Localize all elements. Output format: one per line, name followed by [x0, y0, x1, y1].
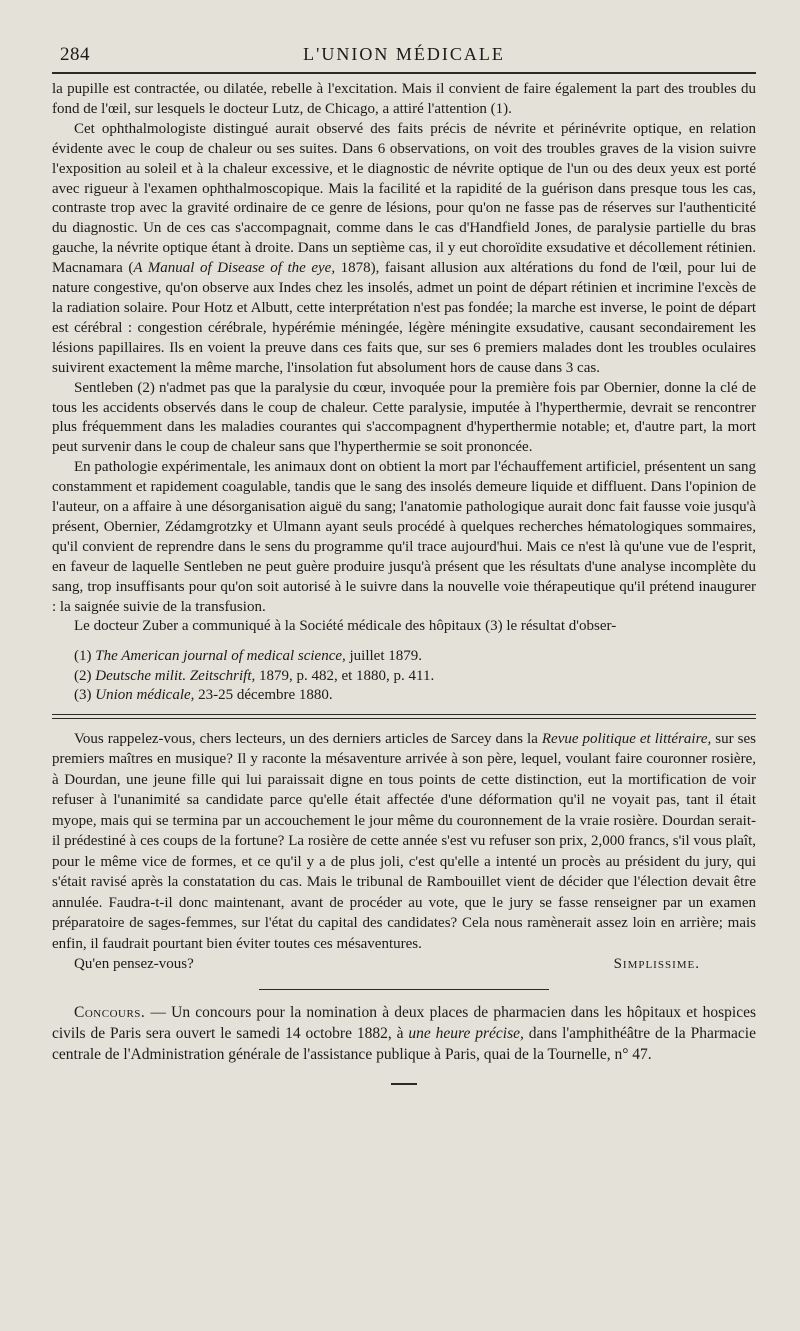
text-run: 1879, p. 482, et 1880, p. 411. — [255, 667, 435, 684]
text-run: — Un concours pour la nomination à deux places de pharmacien dans les hôpitaux et hospices civils de Paris sera ouvert le samedi 14 octobre 1882, à — [52, 1003, 756, 1042]
short-divider — [259, 989, 549, 990]
text-run: Cet ophthalmologiste distingué aurait observé des faits précis de névrite et périnévrite optique, en relation évidente avec le coup de chaleur ou ses suites. Dans 6 observations, on voit des troubles graves de la vision suivre l'exposition au soleil et à la chaleur excessive, et le diagnostic de névrite optique de l'un ou des deux yeux est porté avec rigueur à l'examen ophthalmoscopique. Mais la facilité et la rapidité de la guérison dans presque tous les cas, contraste trop avec la gravité ordinaire de ce genre de lésions, pour qu'on ne fasse pas de réserves sur l'authenticité du diagnostic. Un de ces cas s'accompagnait, comme dans le cas d'Handfield Jones, de paralysie partielle du bras gauche, la névrite optique étant à droite. Dans un septième cas, il y eut choroïdite exsudative et décollement rétinien. Macnamara ( — [52, 120, 756, 277]
concours-paragraph — [52, 1002, 756, 1065]
section-divider — [52, 714, 756, 719]
paragraph — [52, 120, 756, 379]
running-title: L'UNION MÉDICALE — [303, 44, 505, 64]
text-run: En pathologie expérimentale, les animaux dont on obtient la mort par l'échauffement artificiel, présentent un sang constamment et rapidement coagulable, tandis que le sang des insolés demeure liquide et diffluent. Dans l'opinion de l'auteur, on a affaire à une désorganisation aiguë du sang; l'anatomie pathologique aurait donc fait fausse voie jusqu'à présent, Obernier, Zédamgrotzky et Ulmann ayant seuls procédé à quelques recherches hématologiques sommaires, qu'il convient de reprendre dans le sens du programme qu'il trace aujourd'hui. Mais ce n'est là qu'une vue de l'esprit, en faveur de laquelle Sentleben ne peut guère produire jusqu'à présent que les résultats d'une analyse incomplète du sang, trop insuffisants pour qu'on soit autorisé à le suivre dans la nouvelle voie thérapeutique qu'il prétend inaugurer : la saignée suivie de la transfusion. — [52, 459, 756, 615]
end-mark — [391, 1083, 417, 1085]
paragraph — [52, 458, 756, 617]
page-header — [52, 38, 756, 68]
page-number: 284 — [60, 44, 90, 65]
article-closing — [52, 954, 756, 975]
article-paragraph — [52, 729, 756, 955]
text-run: (3) — [74, 687, 96, 704]
italic-text: The American journal of medical science, — [95, 648, 346, 665]
text-run: Sentleben (2) n'admet pas que la paralysie du cœur, invoquée pour la première fois par Obernier, donne la clé de tous les accidents observés dans le coup de chaleur. Cette paralysie, imputée à l'hyperthermie, devrait se rencontrer plus fréquemment dans les maladies courantes qui s'accompagnent d'hyperthermie notable; et, d'autre part, la mort peut survenir dans le coup de chaleur sans que l'hyperthermie se soit prononcée. — [52, 379, 756, 456]
text-run: dans l'amphithéâtre de la Pharmacie centrale de l'Administration générale de l'assistance publique à Paris, quai de la Tournelle, n° 47. — [52, 1024, 756, 1063]
italic-text: Revue politique et littéraire, — [541, 730, 712, 747]
paragraph — [52, 617, 756, 637]
footnotes — [52, 647, 756, 706]
text-run: juillet 1879. — [345, 648, 423, 665]
closing-question: Qu'en pensez-vous? — [74, 956, 194, 973]
header-rule — [52, 72, 756, 74]
text-run: 23-25 décembre 1880. — [194, 687, 333, 704]
text-run: sur ses premiers maîtres en musique? Il y raconte la mésaventure arrivée à son père, lequel, voulant faire couronner rosière, à Dourdan, une jeune fille qui lui paraissait digne en tous points de cette distinction, eut la mortification de voir refuser à l'unanimité sa candidate parce qu'elle était affectée d'une déformation qu'il ne voyait pas, tant il était myope, mais qui se termina par un accouchement le jour même du couronnement de la vraie rosière. Dourdan serait-il prédestiné à ces coups de la fortune? La rosière de cette année s'est vu refuser son prix, 2,000 francs, s'il vous plaît, pour le même vice de formes, et ce qu'il y a de plus joli, c'est qu'elle a intenté un procès au président du jury, qui s'était ravisé après la constatation du cas. Mais le tribunal de Rambouillet vient de décider que l'élection devait être annulée. Faudra-t-il donc maintenant, avant de procéder au vote, que le jury se fasse renseigner par un examen préparatoire de sages-femmes, sur l'état du capital des candidates? Cela nous ramènerait assez loin en arrière; mais enfin, il faudrait pourtant bien éviter toutes ces mésaventures. — [52, 730, 756, 952]
paragraph — [52, 379, 756, 459]
paragraph — [52, 80, 756, 120]
text-run: (1) — [74, 648, 96, 665]
notice-heading: Concours. — [74, 1003, 146, 1021]
text-run: (2) — [74, 667, 96, 684]
italic-text: Union médicale, — [95, 687, 195, 704]
text-run: Le docteur Zuber a communiqué à la Société médicale des hôpitaux (3) le résultat d'obser- — [74, 618, 617, 635]
footnote — [52, 686, 756, 706]
concours-notice — [52, 1002, 756, 1065]
feuilleton-article — [52, 729, 756, 975]
signature: Simplissime. — [613, 956, 700, 973]
text-run: 1878), faisant allusion aux altérations du fond de l'œil, pour lui de nature congestive, qu'on observe aux Indes chez les insolés, admet un point de départ rétinien et incrimine l'excès de la radiation solaire. Pour Hotz et Albutt, cette interprétation n'est pas fondée; la marche est inverse, le point de départ est cérébral : congestion cérébrale, hypérémie méningée, légère méningite exsudative, causant secondairement les lésions papillaires. Ils en voient la preuve dans ces faits que, sur ses 6 premiers malades dont les troubles oculaires suivirent exactement la même marche, l'insolation fut absolument hors de cause dans 3 cas. — [52, 260, 756, 376]
footnote — [52, 667, 756, 687]
text-run: la pupille est contractée, ou dilatée, rebelle à l'excitation. Mais il convient de faire également la part des troubles du fond de l'œil, sur lesquels le docteur Lutz, de Chicago, a attiré l'attention (1). — [52, 81, 756, 117]
italic-text: une heure précise, — [408, 1024, 524, 1042]
italic-text: Deutsche milit. Zeitschrift, — [95, 667, 256, 684]
text-run: Vous rappelez-vous, chers lecteurs, un des derniers articles de Sarcey dans la — [74, 730, 542, 747]
footnote — [52, 647, 756, 667]
main-text — [52, 80, 756, 637]
italic-text: A Manual of Disease of the eye, — [133, 260, 336, 277]
